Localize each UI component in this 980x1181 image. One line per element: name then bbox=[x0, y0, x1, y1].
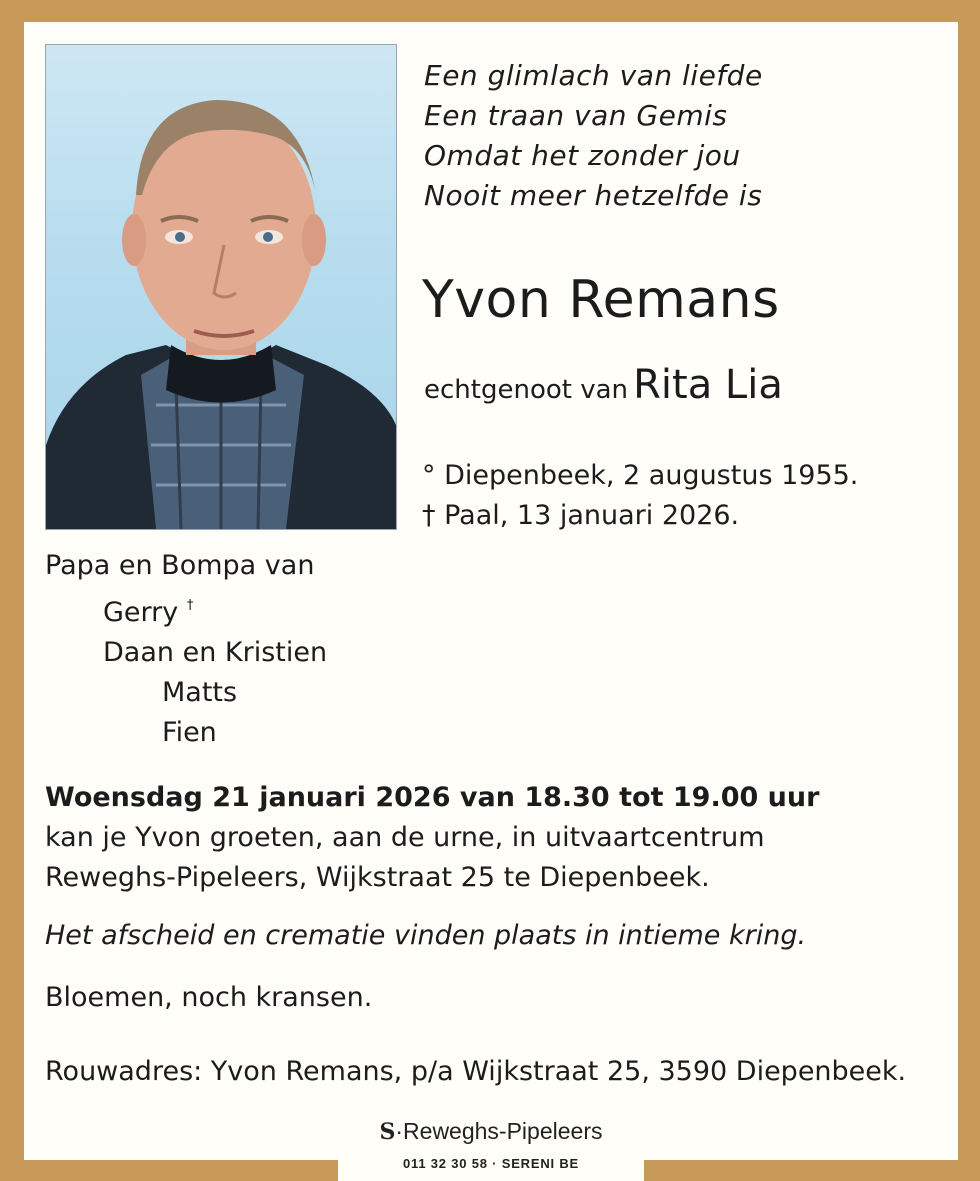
birth-date: ° Diepenbeek, 2 augustus 1955. bbox=[422, 460, 859, 491]
family-member: Daan en Kristien bbox=[103, 637, 328, 668]
portrait-photo bbox=[45, 44, 397, 530]
family-member bbox=[45, 586, 327, 633]
poem-line: Omdat het zonder jou bbox=[424, 139, 741, 172]
brand-logo-icon: S bbox=[379, 1119, 396, 1145]
family-member: Fien bbox=[162, 717, 217, 748]
deceased-name: Yvon Remans bbox=[422, 270, 780, 330]
funeral-home-brand bbox=[338, 1118, 644, 1145]
flowers-note: Bloemen, noch kransen. bbox=[45, 982, 373, 1013]
poem-line: Een glimlach van liefde bbox=[424, 59, 763, 92]
visitation-info bbox=[45, 778, 819, 898]
life-dates bbox=[422, 456, 858, 536]
poem bbox=[424, 56, 763, 216]
child-name: Gerry bbox=[103, 597, 179, 628]
visitation-line: kan je Yvon groeten, aan de urne, in uitvaartcentrum bbox=[45, 822, 765, 853]
family-list bbox=[45, 546, 327, 753]
funeral-home-contact: 011 32 30 58 · SERENI BE bbox=[402, 1156, 579, 1171]
spouse-line bbox=[424, 362, 783, 408]
spouse-prefix: echtgenoot van bbox=[424, 375, 629, 405]
family-member: Matts bbox=[162, 677, 238, 708]
spouse-name: Rita Lia bbox=[633, 362, 783, 408]
portrait-image bbox=[46, 45, 396, 529]
poem-line: Nooit meer hetzelfde is bbox=[424, 179, 763, 212]
visitation-line: Reweghs-Pipeleers, Wijkstraat 25 te Diepenbeek. bbox=[45, 862, 710, 893]
farewell-note: Het afscheid en crematie vinden plaats in intieme kring. bbox=[45, 920, 807, 951]
death-date: † Paal, 13 januari 2026. bbox=[422, 500, 740, 531]
deceased-mark: † bbox=[186, 598, 194, 613]
visitation-date: Woensdag 21 januari 2026 van 18.30 tot 19.00 uur bbox=[45, 782, 820, 813]
family-intro: Papa en Bompa van bbox=[45, 550, 315, 581]
poem-line: Een traan van Gemis bbox=[424, 99, 728, 132]
brand-name: ·Reweghs-Pipeleers bbox=[395, 1118, 603, 1144]
mourning-address: Rouwadres: Yvon Remans, p/a Wijkstraat 25, 3590 Diepenbeek. bbox=[45, 1056, 907, 1087]
